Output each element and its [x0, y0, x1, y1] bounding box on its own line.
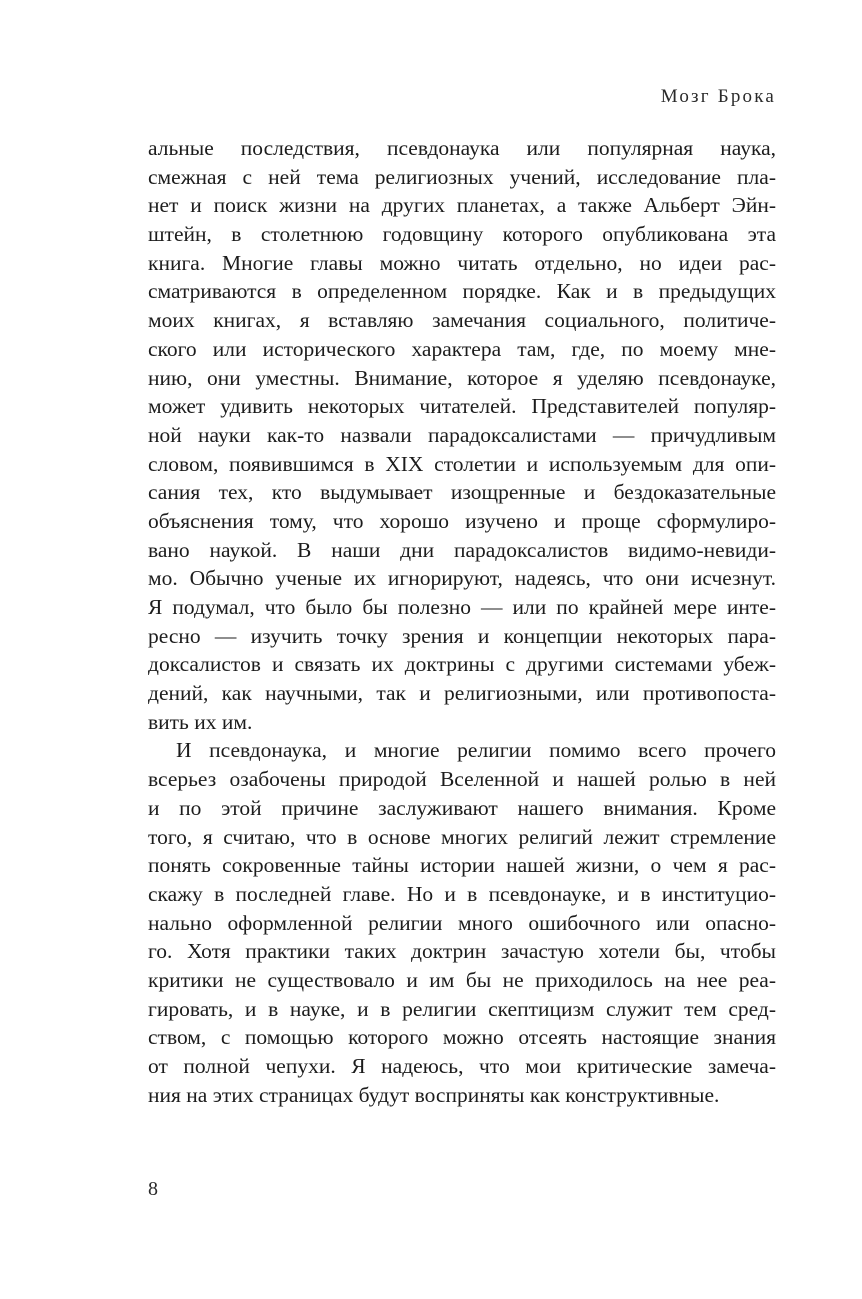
text-line: вить их им. [148, 709, 253, 734]
paragraph [148, 134, 776, 736]
text-line: критики не существовало и им бы не приходилось на нее реа- [148, 967, 776, 992]
text-line: ресно — изучить точку зрения и концепции некоторых пара- [148, 623, 776, 648]
running-header-title: Мозг Брока [660, 86, 776, 107]
text-line: ского или исторического характера там, где, по моему мне- [148, 336, 776, 361]
text-line: смежная с ней тема религиозных учений, исследование пла- [148, 164, 776, 189]
text-line: вано наукой. В наши дни парадоксалистов видимо-невиди- [148, 537, 776, 562]
text-line: словом, появившимся в XIX столетии и используемым для опи- [148, 451, 776, 476]
text-line: того, я считаю, что в основе многих религий лежит стремление [148, 824, 776, 849]
text-line: штейн, в столетнюю годовщину которого опубликована эта [148, 222, 776, 247]
text-line: И псевдонаука, и многие религии помимо всего прочего [176, 738, 776, 763]
text-line: сания тех, кто выдумывает изощренные и бездоказательные [148, 480, 776, 505]
paragraph [148, 736, 776, 1109]
text-line: альные последствия, псевдонаука или популярная наука, [148, 136, 776, 160]
text-line: нально оформленной религии много ошибочного или опасно- [148, 910, 776, 935]
text-line: го. Хотя практики таких доктрин зачастую хотели бы, чтобы [148, 939, 776, 964]
text-line: Я подумал, что было бы полезно — или по крайней мере инте- [148, 595, 776, 619]
text-line: понять сокровенные тайны истории нашей жизни, о чем я рас- [148, 853, 776, 878]
text-line: ной науки как-то назвали парадоксалистами — причудливым [148, 422, 776, 447]
text-line: моих книгах, я вставляю замечания социального, политиче- [148, 308, 776, 333]
text-line: книга. Многие главы можно читать отдельно, но идеи рас- [148, 250, 776, 275]
text-line: ством, с помощью которого можно отсеять настоящие знания [148, 1025, 776, 1050]
text-line: объяснения тому, что хорошо изучено и проще сформулиро- [148, 508, 776, 533]
body-text [148, 134, 776, 1109]
text-line: дений, как научными, так и религиозными, или противопоста- [148, 681, 776, 706]
text-line: доксалистов и связать их доктрины с другими системами убеж- [148, 652, 776, 677]
text-line: нет и поиск жизни на других планетах, а также Альберт Эйн- [148, 193, 776, 218]
text-line: ния на этих страницах будут восприняты как конструктивные. [148, 1082, 720, 1107]
text-line: сматриваются в определенном порядке. Как и в предыдущих [148, 279, 776, 304]
text-line: нию, они уместны. Внимание, которое я уделяю псевдонауке, [148, 365, 776, 390]
text-line: скажу в последней главе. Но и в псевдонауке, и в институцио- [148, 881, 776, 906]
text-line: от полной чепухи. Я надеюсь, что мои критические замеча- [148, 1054, 776, 1078]
text-line: гировать, и в науке, и в религии скептицизм служит тем сред- [148, 996, 776, 1021]
text-line: мо. Обычно ученые их игнорируют, надеясь, что они исчезнут. [148, 566, 776, 591]
text-line: всерьез озабочены природой Вселенной и нашей ролью в ней [148, 767, 776, 792]
text-line: может удивить некоторых читателей. Представителей популяр- [148, 394, 776, 419]
page-number: 8 [148, 1178, 158, 1200]
text-line: и по этой причине заслуживают нашего внимания. Кроме [148, 795, 776, 820]
